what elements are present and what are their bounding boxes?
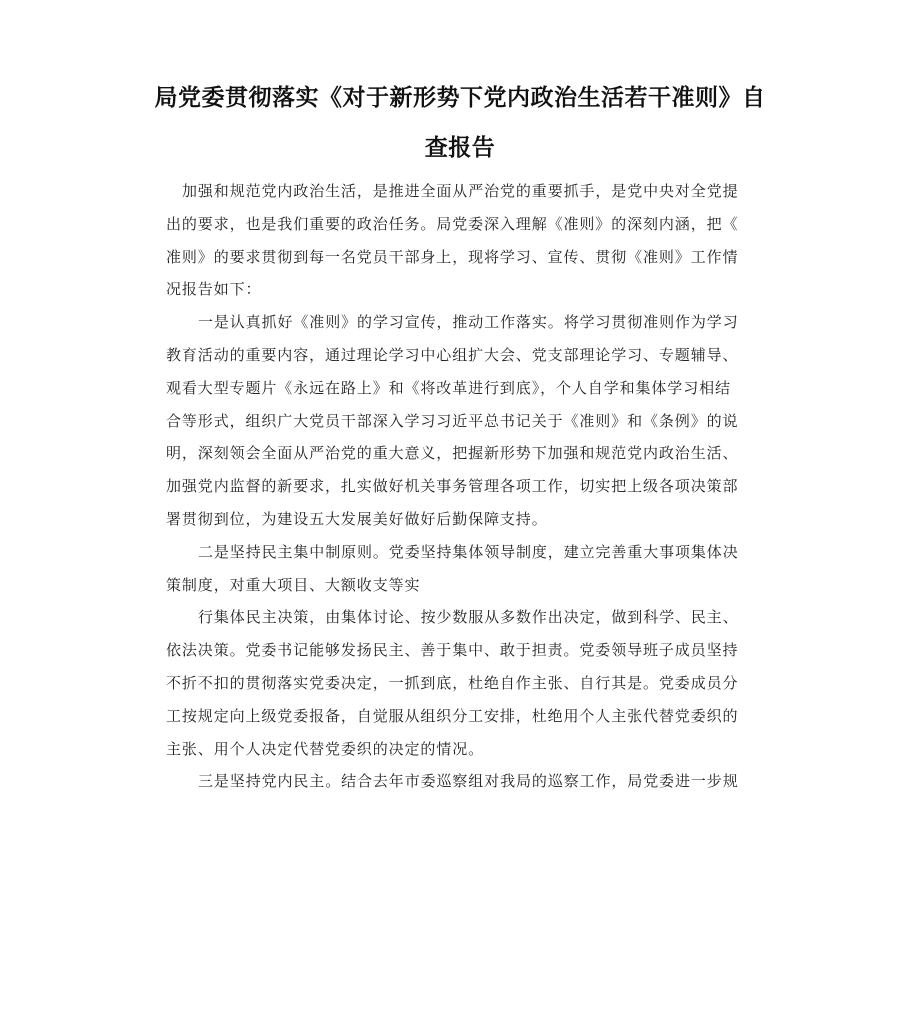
title-line-2: 查报告: [424, 135, 496, 162]
title-line-1: 局党委贯彻落实《对于新形势下党内政治生活若干准则》自: [154, 85, 766, 112]
paragraph-line: 署贯彻到位，为建设五大发展美好做好后勤保障支持。: [166, 509, 548, 528]
paragraph-line: 行集体民主决策，由集体讨论、按少数服从多数作出决定，做到科学、民主、: [198, 608, 739, 627]
paragraph-point-two-continued: [166, 601, 758, 765]
document-title: [150, 73, 770, 173]
paragraph-point-one: [166, 306, 758, 536]
paragraph-line: 准则》的要求贯彻到每一名党员干部身上，现将学习、宣传、贯彻《准则》工作情: [166, 247, 739, 266]
paragraph-line: 教育活动的重要内容，通过理论学习中心组扩大会、党支部理论学习、专题辅导、: [166, 345, 739, 364]
document-body: [166, 175, 758, 798]
paragraph-line: 况报告如下：: [166, 280, 262, 299]
paragraph-line: 合等形式，组织广大党员干部深入学习习近平总书记关于《准则》和《条例》的说: [166, 411, 739, 430]
paragraph-line: 不折不扣的贯彻落实党委决定，一抓到底，杜绝自作主张、自行其是。党委成员分: [166, 673, 739, 692]
paragraph-line: 明，深刻领会全面从严治党的重大意义，把握新形势下加强和规范党内政治生活、: [166, 444, 739, 463]
paragraph-line: 二是坚持民主集中制原则。党委坚持集体领导制度，建立完善重大事项集体决: [198, 542, 739, 561]
paragraph-point-two: [166, 536, 758, 602]
paragraph-line: 加强党内监督的新要求，扎实做好机关事务管理各项工作，切实把上级各项决策部: [166, 477, 739, 496]
paragraph-line: 观看大型专题片《永远在路上》和《将改革进行到底》，个人自学和集体学习相结: [166, 378, 731, 397]
paragraph-line: 策制度，对重大项目、大额收支等实: [166, 575, 421, 594]
paragraph-line: 三是坚持党内民主。结合去年市委巡察组对我局的巡察工作，局党委进一步规: [198, 772, 739, 791]
paragraph-line: 出的要求，也是我们重要的政治任务。局党委深入理解《准则》的深刻内涵，把《: [166, 214, 739, 233]
paragraph-intro: [166, 175, 758, 306]
paragraph-line: 加强和规范党内政治生活，是推进全面从严治党的重要抓手，是党中央对全党提: [182, 182, 739, 200]
paragraph-line: 依法决策。党委书记能够发扬民主、善于集中、敢于担责。党委领导班子成员坚持: [166, 641, 739, 660]
paragraph-line: 工按规定向上级党委报备，自觉服从组织分工安排，杜绝用个人主张代替党委织的: [166, 706, 739, 725]
paragraph-point-three: [166, 765, 758, 798]
paragraph-line: 主张、用个人决定代替党委织的决定的情况。: [166, 739, 485, 758]
paragraph-line: 一是认真抓好《准则》的学习宣传，推动工作落实。将学习贯彻准则作为学习: [198, 313, 739, 332]
